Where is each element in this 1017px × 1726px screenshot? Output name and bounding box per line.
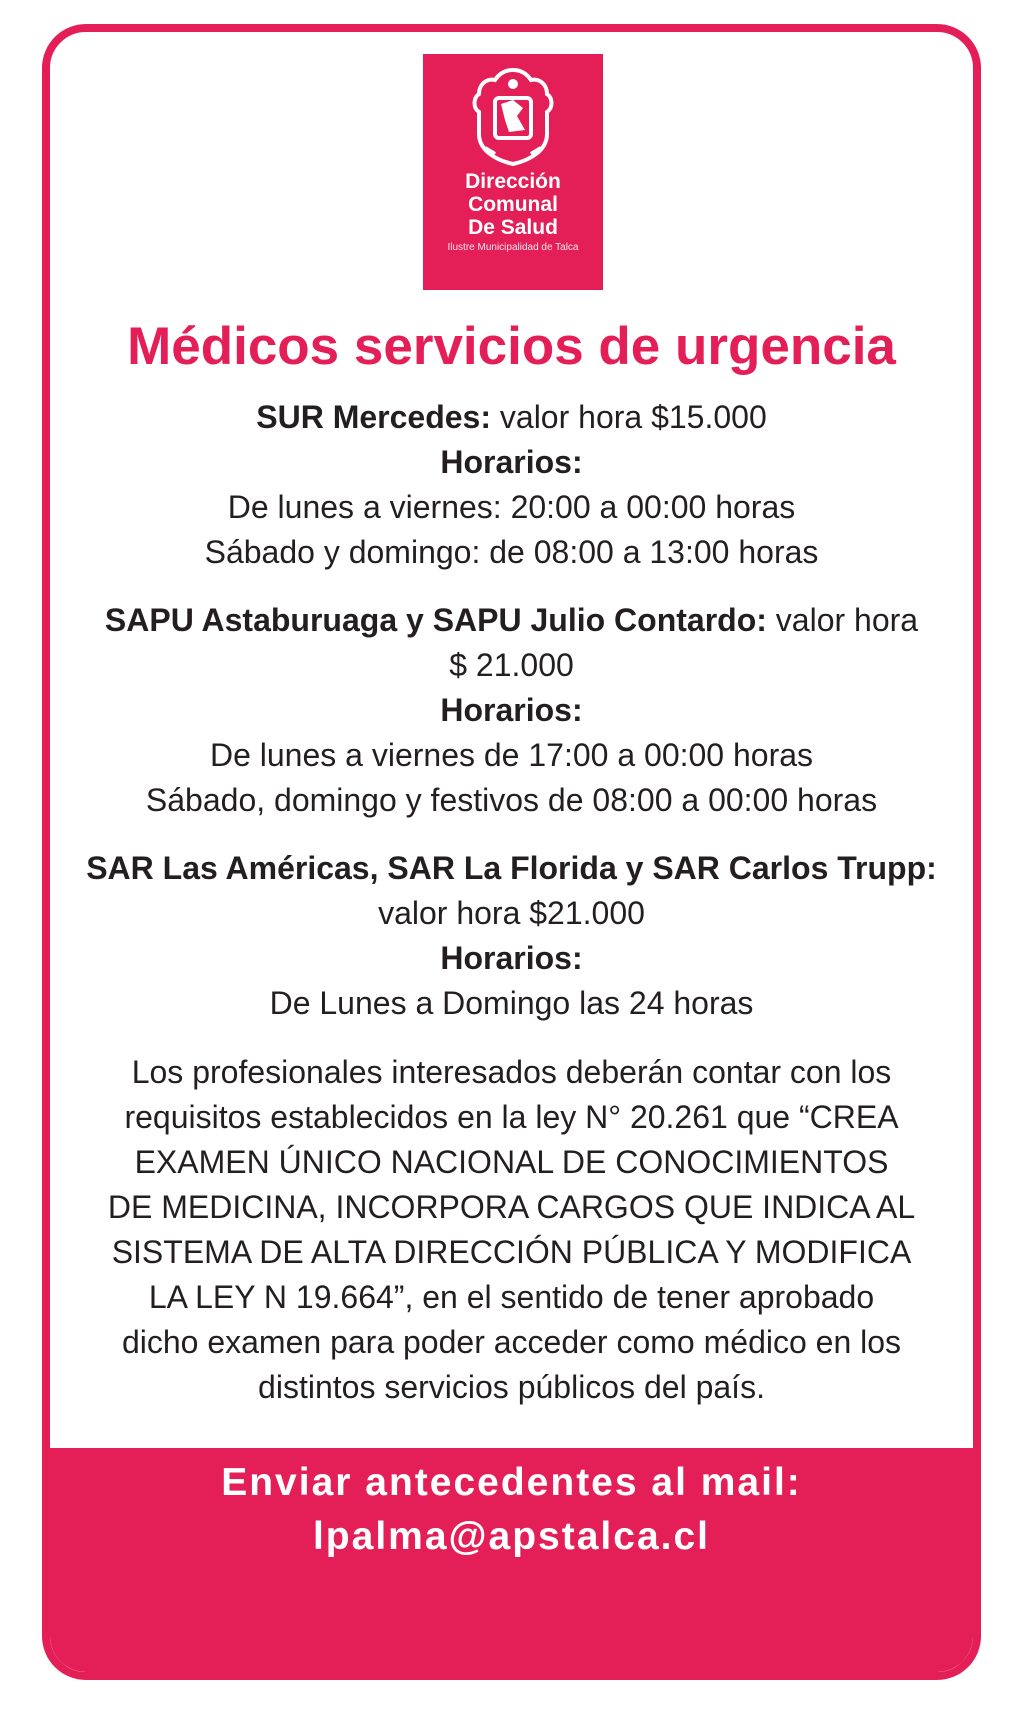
health-directorate-logo <box>423 54 603 290</box>
horarios-label: Horarios: <box>440 692 583 728</box>
announcement-card <box>42 24 981 1680</box>
requirements-line: distintos servicios públicos del país. <box>258 1369 765 1405</box>
footer-instruction: Enviar antecedentes al mail: <box>221 1461 802 1504</box>
footer-email[interactable]: lpalma@apstalca.cl <box>312 1515 711 1558</box>
section-sar <box>50 846 973 1026</box>
section-rate: valor hora <box>766 602 919 638</box>
section-name: SAR Las Américas, SAR La Florida y SAR Carlos Trupp: <box>86 850 937 886</box>
horarios-label: Horarios: <box>440 940 583 976</box>
requirements-paragraph <box>50 1050 973 1410</box>
requirements-line: dicho examen para poder acceder como médico en los <box>121 1324 902 1360</box>
section-name-line <box>50 846 973 891</box>
requirements-line: EXAMEN ÚNICO NACIONAL DE CONOCIMIENTOS <box>134 1144 889 1180</box>
requirements-line: Los profesionales interesados deberán contar con los <box>131 1054 892 1090</box>
requirements-line: LA LEY N 19.664”, en el sentido de tener aprobado <box>148 1279 875 1315</box>
section-rate: valor hora $15.000 <box>491 399 767 435</box>
requirements-line: SISTEMA DE ALTA DIRECCIÓN PÚBLICA Y MODIFICA <box>111 1234 912 1270</box>
logo-title-line: Dirección <box>465 170 561 193</box>
section-sur-mercedes <box>50 395 973 575</box>
logo-subtitle: Ilustre Municipalidad de Talca <box>447 242 579 253</box>
section-name: SUR Mercedes: <box>256 399 491 435</box>
schedule-line: Sábado, domingo y festivos de 08:00 a 00:00 horas <box>145 782 878 818</box>
requirements-line: requisitos establecidos en la ley N° 20.261 que “CREA <box>124 1099 899 1135</box>
schedule-line: De lunes a viernes: 20:00 a 00:00 horas <box>227 489 796 525</box>
section-rate-value: $ 21.000 <box>449 647 574 683</box>
page-title: Médicos servicios de urgencia <box>127 317 896 376</box>
section-rate: valor hora $21.000 <box>378 895 645 931</box>
logo-title-line: Comunal <box>468 193 558 216</box>
section-name: SAPU Astaburuaga y SAPU Julio Contardo: <box>104 602 767 638</box>
schedule-line: De lunes a viernes de 17:00 a 00:00 horas <box>209 737 814 773</box>
section-rate-line <box>50 395 973 440</box>
section-rate-line <box>50 598 973 643</box>
logo-title <box>465 170 561 239</box>
municipal-crest-icon <box>465 64 561 168</box>
requirements-line: DE MEDICINA, INCORPORA CARGOS QUE INDICA AL <box>107 1189 916 1225</box>
schedule-line: De Lunes a Domingo las 24 horas <box>269 985 754 1021</box>
contact-footer <box>50 1448 973 1672</box>
logo-title-line: De Salud <box>468 216 558 239</box>
schedule-line: Sábado y domingo: de 08:00 a 13:00 horas <box>204 534 819 570</box>
section-sapu <box>50 598 973 823</box>
horarios-label: Horarios: <box>440 444 583 480</box>
